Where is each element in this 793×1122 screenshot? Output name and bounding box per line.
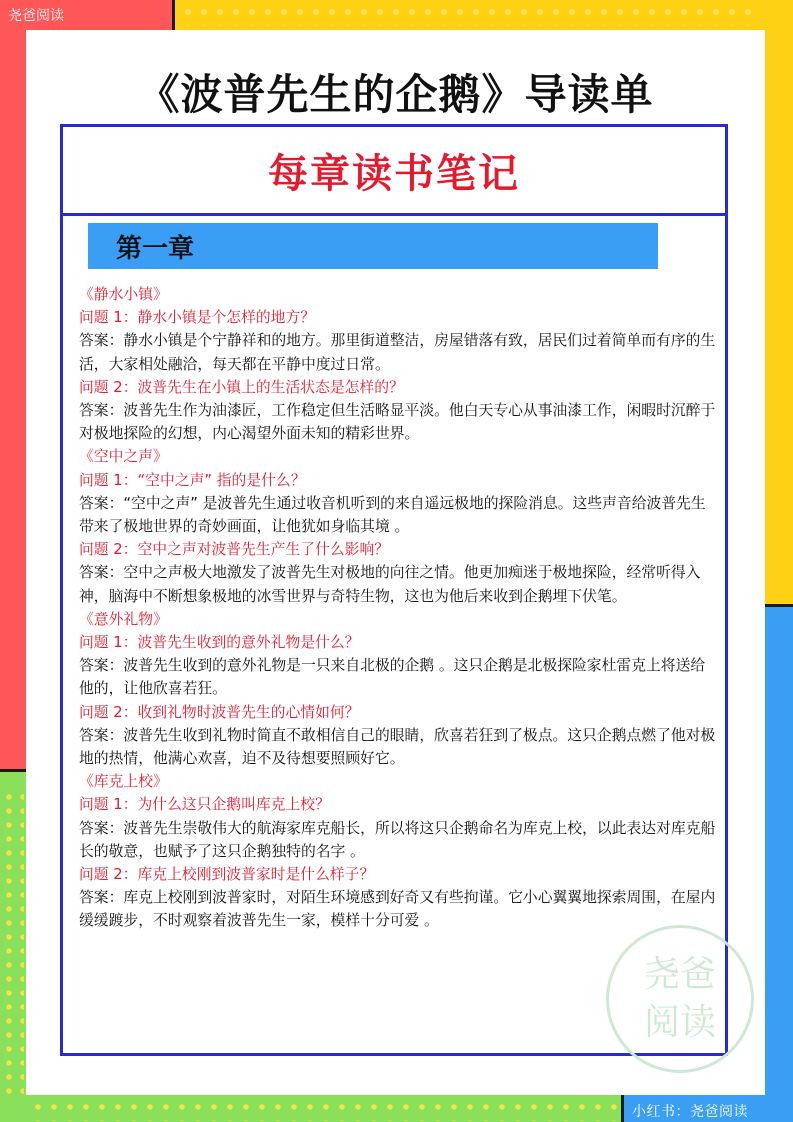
frame-dot-pattern-bottom [30,1099,620,1121]
section-heading: 《静水小镇》 [79,286,168,303]
watermark-text: 阅读 [643,1002,716,1043]
watermark-logo [606,925,754,1073]
brand-tag-bottom: 小红书：尧爸阅读 [632,1104,748,1120]
question-text: 问题 2：收到礼物时波普先生的心情如何？ [79,703,360,721]
question-text: 问题 2：库克上校刚到波普家时是什么样子？ [79,866,375,884]
question-text: 问题 1：“空中之声” 指的是什么？ [79,471,306,489]
page-title: 《波普先生的企鹅》导读单 [137,70,654,119]
question-text: 问题 1：为什么这只企鹅叫库克上校？ [79,796,330,814]
notes-content [79,283,719,933]
question-text: 问题 2：波普先生在小镇上的生活状态是怎样的？ [79,378,404,396]
question-text: 问题 1：波普先生收到的意外礼物是什么？ [79,634,360,652]
frame-red-left [0,0,26,770]
notes-header-box [60,124,728,216]
frame-dot-pattern-top [180,4,760,26]
frame-yellow-right [765,0,793,605]
answer-text: 答案：波普先生作为油漆匠，工作稳定但生活略显平淡。他白天专心从事油漆工作，闲暇时沉醉于对极地探险的幻想，内心渴望外面未知的精彩世界。 [79,402,716,443]
frame-divider [765,604,793,607]
notes-subtitle: 每章读书笔记 [268,150,520,197]
frame-divider [0,769,26,772]
frame-divider [172,0,175,30]
chapter-banner [88,223,658,269]
frame-dot-pattern-left [2,790,24,1120]
frame-divider [621,1095,624,1122]
brand-tag-top: 尧爸阅读 [8,8,64,24]
answer-text: 答案：波普先生收到的意外礼物是一只来自北极的企鹅 。这只企鹅是北极探险家杜雷克上将送给他的，让他欣喜若狂。 [79,657,706,698]
section-heading: 《意外礼物》 [79,610,168,628]
chapter-label: 第一章 [116,233,195,264]
answer-text: 答案：“空中之声” 是波普先生通过收音机听到的来自遥远极地的探险消息。这些声音给波普先生带来了极地世界的奇妙画面，让他犹如身临其境 。 [79,494,706,536]
answer-text: 答案：库克上校刚到波普家时，对陌生环境感到好奇又有些拘谨。它小心翼翼地探索周围，在屋内缓缓踱步，不时观察着波普先生一家，模样十分可爱 。 [79,889,716,930]
section-heading: 《库克上校》 [79,773,168,791]
question-text: 问题 2：空中之声对波普先生产生了什么影响？ [79,541,390,559]
section-heading: 《空中之声》 [79,448,168,466]
watermark-text: 尧爸 [643,954,716,995]
answer-text: 答案：空中之声极大地激发了波普先生对极地的向往之情。他更加痴迷于极地探险，经常听得入神，脑海中不断想象极地的冰雪世界与奇特生物，这也为他后来收到企鹅埋下伏笔。 [79,564,701,605]
answer-text: 答案：波普先生崇敬伟大的航海家库克船长，所以将这只企鹅命名为库克上校，以此表达对库克船长的敬意，也赋予了这只企鹅独特的名字 。 [79,819,716,860]
question-text: 问题 1：静水小镇是个怎样的地方？ [79,309,316,327]
frame-blue-right [765,605,793,1122]
answer-text: 答案：波普先生收到礼物时简直不敢相信自己的眼睛，欣喜若狂到了极点。这只企鹅点燃了他对极地的热情，他满心欢喜，迫不及待想要照顾好它。 [79,726,716,768]
answer-text: 答案：静水小镇是个宁静祥和的地方。那里街道整洁，房屋错落有致，居民们过着简单而有序的生活，大家相处融洽，每天都在平静中度过日常。 [79,332,716,373]
